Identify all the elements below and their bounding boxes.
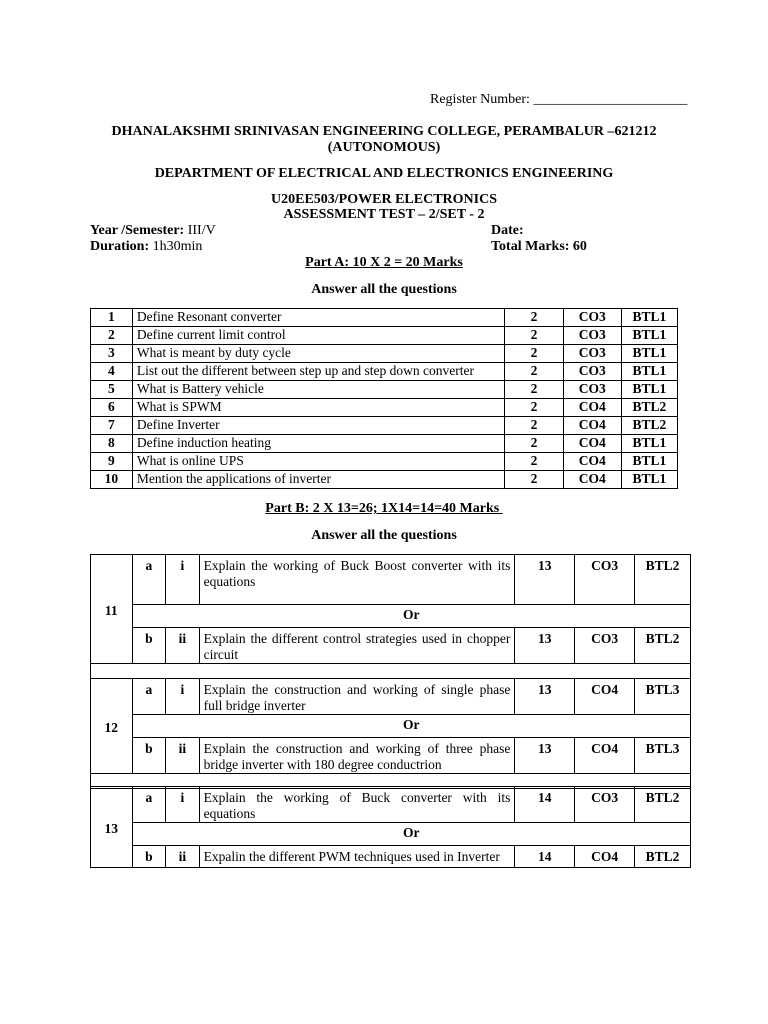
part-b-title: Part B: 2 X 13=26; 1X14=14=40 Marks — [265, 501, 503, 516]
part-a-title: Part A: 10 X 2 = 20 Marks — [305, 255, 463, 270]
blooms-level: BTL1 — [621, 345, 677, 363]
question-number: 9 — [91, 453, 133, 471]
question-text: Define Inverter — [132, 417, 505, 435]
course-title: U20EE503/POWER ELECTRONICS — [271, 192, 497, 207]
blooms-level: BTL1 — [621, 363, 677, 381]
question-number: 2 — [91, 327, 133, 345]
register-label: Register Number: — [430, 92, 530, 107]
test-title: ASSESSMENT TEST – 2/SET - 2 — [283, 207, 485, 222]
question-text: Explain the working of Buck converter with its equations — [199, 787, 515, 823]
blooms-level: BTL2 — [621, 417, 677, 435]
blooms-level: BTL2 — [635, 846, 691, 868]
part-a-row — [91, 345, 678, 363]
duration-value: 1h30min — [149, 239, 203, 254]
course-outcome: CO3 — [563, 363, 621, 381]
blooms-level: BTL1 — [621, 309, 677, 327]
part-a-row — [91, 417, 678, 435]
blooms-level: BTL2 — [621, 399, 677, 417]
marks: 2 — [505, 417, 563, 435]
question-text: Explain the construction and working of single phase full bridge inverter — [199, 679, 515, 715]
total-marks: Total Marks: 60 — [491, 239, 587, 254]
blooms-level: BTL1 — [621, 471, 677, 489]
question-text: What is Battery vehicle — [132, 381, 505, 399]
question-text: What is meant by duty cycle — [132, 345, 505, 363]
marks: 13 — [515, 679, 575, 715]
year-value: III/V — [184, 223, 216, 238]
question-text: Define Resonant converter — [132, 309, 505, 327]
question-number: 1 — [91, 309, 133, 327]
question-row-b — [91, 628, 691, 664]
question-text: Explain the construction and working of three phase bridge inverter with 180 degree conductrion — [199, 738, 515, 774]
part-a-row — [91, 363, 678, 381]
register-number — [430, 92, 687, 108]
blooms-level: BTL3 — [635, 738, 691, 774]
marks: 2 — [505, 435, 563, 453]
course-outcome: CO4 — [575, 679, 635, 715]
part-a-row — [91, 471, 678, 489]
marks: 2 — [505, 309, 563, 327]
question-number: 11 — [91, 555, 133, 664]
question-row-a — [91, 555, 691, 605]
question-row-a — [91, 787, 691, 823]
course-outcome: CO4 — [563, 417, 621, 435]
marks: 2 — [505, 345, 563, 363]
option-label: a — [132, 555, 166, 605]
option-roman: i — [166, 787, 200, 823]
option-roman: i — [166, 555, 200, 605]
question-number: 10 — [91, 471, 133, 489]
marks: 2 — [505, 471, 563, 489]
marks: 2 — [505, 363, 563, 381]
blooms-level: BTL1 — [621, 327, 677, 345]
course-outcome: CO3 — [575, 787, 635, 823]
marks: 14 — [515, 846, 575, 868]
question-row-b — [91, 738, 691, 774]
question-text: List out the different between step up and step down converter — [132, 363, 505, 381]
course-outcome: CO4 — [563, 399, 621, 417]
or-row — [91, 823, 691, 846]
question-text: Define induction heating — [132, 435, 505, 453]
question-number: 7 — [91, 417, 133, 435]
question-number: 6 — [91, 399, 133, 417]
part-a-row — [91, 309, 678, 327]
college-name: DHANALAKSHMI SRINIVASAN ENGINEERING COLLEGE, PERAMBALUR –621212 — [111, 124, 657, 139]
option-roman: ii — [166, 738, 200, 774]
question-row-b — [91, 846, 691, 868]
blooms-level: BTL2 — [635, 787, 691, 823]
question-text: Define current limit control — [132, 327, 505, 345]
or-row — [91, 605, 691, 628]
question-number: 4 — [91, 363, 133, 381]
or-label: Or — [132, 823, 690, 846]
question-number: 3 — [91, 345, 133, 363]
question-number: 5 — [91, 381, 133, 399]
blooms-level: BTL2 — [635, 628, 691, 664]
blooms-level: BTL3 — [635, 679, 691, 715]
option-label: b — [132, 738, 166, 774]
course-outcome: CO4 — [563, 435, 621, 453]
course-outcome: CO3 — [563, 309, 621, 327]
question-number: 13 — [91, 787, 133, 868]
year-semester — [90, 223, 216, 239]
part-a-instruction: Answer all the questions — [311, 282, 457, 297]
marks: 2 — [505, 381, 563, 399]
question-text: What is online UPS — [132, 453, 505, 471]
marks: 13 — [515, 738, 575, 774]
or-label: Or — [132, 605, 690, 628]
question-text: Expalin the different PWM techniques used in Inverter — [199, 846, 515, 868]
marks: 2 — [505, 327, 563, 345]
marks: 13 — [515, 555, 575, 605]
part-a-row — [91, 327, 678, 345]
spacer-cell — [91, 664, 691, 679]
course-outcome: CO3 — [575, 555, 635, 605]
blooms-level: BTL2 — [635, 555, 691, 605]
spacer-row — [91, 664, 691, 679]
blooms-level: BTL1 — [621, 381, 677, 399]
part-a-row — [91, 381, 678, 399]
question-text: Mention the applications of inverter — [132, 471, 505, 489]
question-number: 8 — [91, 435, 133, 453]
course-outcome: CO3 — [563, 327, 621, 345]
marks: 13 — [515, 628, 575, 664]
part-b-q13-table — [90, 786, 691, 868]
course-outcome: CO4 — [575, 846, 635, 868]
question-text: Explain the different control strategies used in chopper circuit — [199, 628, 515, 664]
department-name: DEPARTMENT OF ELECTRICAL AND ELECTRONICS ENGINEERING — [154, 166, 614, 181]
question-text: What is SPWM — [132, 399, 505, 417]
duration — [90, 239, 202, 255]
question-number: 12 — [91, 679, 133, 774]
course-outcome: CO3 — [563, 381, 621, 399]
course-outcome: CO4 — [563, 471, 621, 489]
course-outcome: CO4 — [563, 453, 621, 471]
or-label: Or — [132, 715, 690, 738]
register-blank: ______________________ — [533, 92, 688, 107]
option-label: a — [132, 787, 166, 823]
part-b-q11-table — [90, 554, 691, 679]
part-b-q12-table — [90, 678, 691, 789]
option-roman: ii — [166, 628, 200, 664]
option-roman: ii — [166, 846, 200, 868]
question-text: Explain the working of Buck Boost converter with its equations — [199, 555, 515, 605]
option-label: b — [132, 846, 166, 868]
course-outcome: CO4 — [575, 738, 635, 774]
marks: 2 — [505, 399, 563, 417]
option-roman: i — [166, 679, 200, 715]
blooms-level: BTL1 — [621, 435, 677, 453]
or-row — [91, 715, 691, 738]
year-label: Year /Semester: — [90, 223, 185, 238]
part-b-instruction: Answer all the questions — [311, 528, 457, 543]
marks: 14 — [515, 787, 575, 823]
course-outcome: CO3 — [575, 628, 635, 664]
course-outcome: CO3 — [563, 345, 621, 363]
option-label: b — [132, 628, 166, 664]
blooms-level: BTL1 — [621, 453, 677, 471]
marks: 2 — [505, 453, 563, 471]
duration-label: Duration: — [90, 239, 150, 254]
question-row-a — [91, 679, 691, 715]
option-label: a — [132, 679, 166, 715]
part-a-row — [91, 435, 678, 453]
date-label: Date: — [491, 223, 524, 238]
part-a-row — [91, 453, 678, 471]
part-a-row — [91, 399, 678, 417]
autonomous-label: (AUTONOMOUS) — [327, 140, 441, 155]
part-a-table — [90, 308, 678, 489]
